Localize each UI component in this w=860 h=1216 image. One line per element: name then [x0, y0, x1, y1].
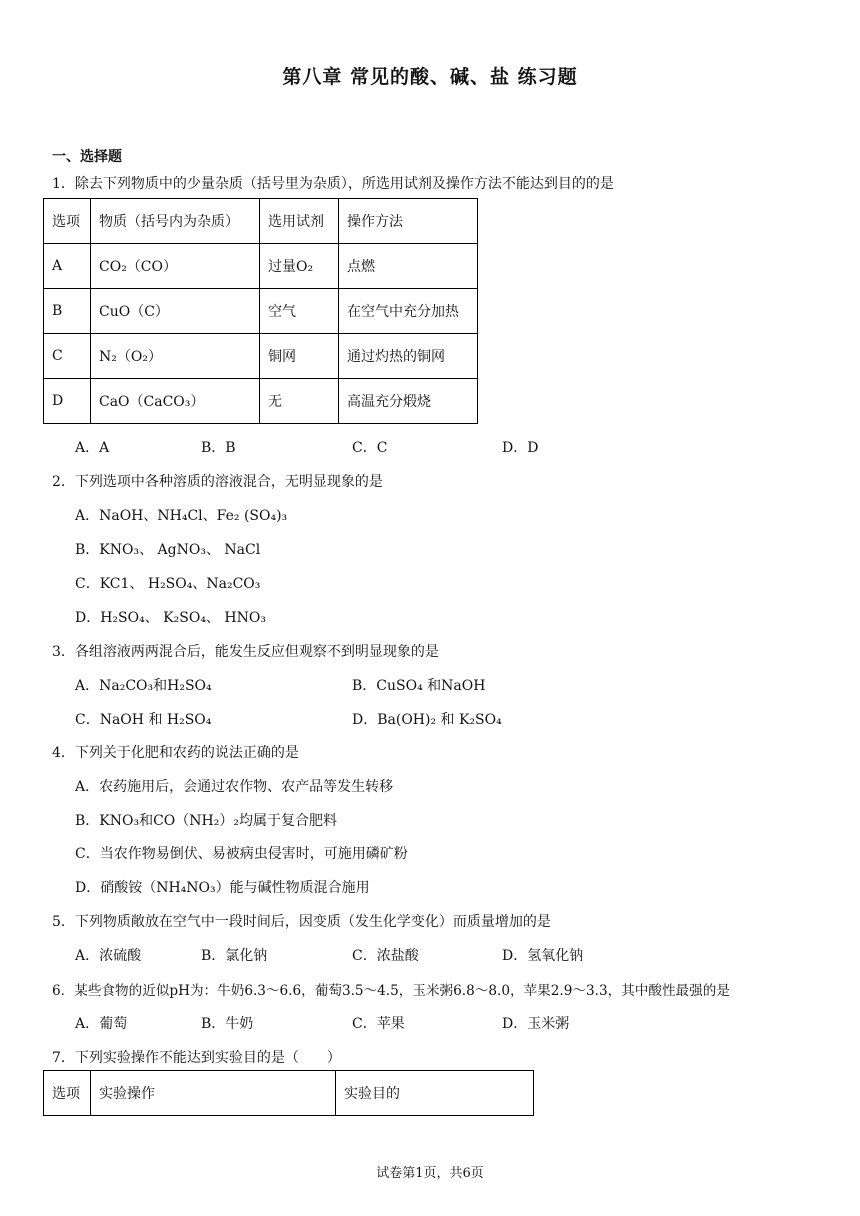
question-5-option-b: B．氯化钠 [201, 948, 268, 964]
question-1-option-b: B．B [201, 440, 236, 456]
question-1-option-c: C．C [352, 440, 388, 456]
question-5-option-c: C．浓盐酸 [352, 948, 419, 964]
page-title: 第八章 常见的酸、碱、盐 练习题 [282, 66, 578, 88]
table-cell: D [44, 379, 91, 424]
question-4-option-d: D．硝酸铵（NH₄NO₃）能与碱性物质混合施用 [75, 880, 370, 896]
question-1-option-d: D．D [502, 440, 539, 456]
question-6-stem: 6．某些食物的近似pH为：牛奶6.3～6.6，葡萄3.5～4.5，玉米粥6.8～8.0，苹果2.9～3.3，其中酸性最强的是 [52, 983, 730, 999]
question-5-option-a: A．浓硫酸 [75, 948, 142, 964]
table-cell: 选项 [44, 199, 91, 244]
question-5-option-d: D．氢氧化钠 [502, 948, 584, 964]
question-3-option-a: A．Na₂CO₃和H₂SO₄ [75, 678, 212, 694]
question-7-stem: 7．下列实验操作不能达到实验目的是（ ） [52, 1050, 341, 1066]
table-cell: 通过灼热的铜网 [339, 334, 478, 379]
section-heading: 一、选择题 [52, 149, 122, 165]
question-1-option-a: A．A [75, 440, 110, 456]
table-cell: CaO（CaCO₃） [91, 379, 260, 424]
table-cell: 实验目的 [336, 1071, 534, 1116]
question-3-stem: 3．各组溶液两两混合后，能发生反应但观察不到明显现象的是 [52, 644, 439, 660]
question-4-option-a: A．农药施用后，会通过农作物、农产品等发生转移 [75, 779, 394, 795]
question-6-option-a: A．葡萄 [75, 1016, 128, 1032]
question-1-stem: 1．除去下列物质中的少量杂质（括号里为杂质），所选用试剂及操作方法不能达到目的的是 [52, 176, 614, 192]
table-cell: 空气 [260, 289, 339, 334]
question-2-option-a: A．NaOH、NH₄Cl、Fe₂ (SO₄)₃ [75, 508, 288, 524]
question-3-option-c: C．NaOH 和 H₂SO₄ [75, 712, 212, 728]
table-cell: 铜网 [260, 334, 339, 379]
question-2-option-d: D．H₂SO₄、 K₂SO₄、 HNO₃ [75, 610, 266, 626]
table-cell: 无 [260, 379, 339, 424]
question-7-table [43, 1070, 534, 1116]
question-3-option-d: D．Ba(OH)₂ 和 K₂SO₄ [352, 712, 502, 728]
table-cell: 点燃 [339, 244, 478, 289]
table-cell: 操作方法 [339, 199, 478, 244]
question-4-option-b: B．KNO₃和CO（NH₂）₂均属于复合肥料 [75, 813, 337, 829]
table-cell: 高温充分煅烧 [339, 379, 478, 424]
table-cell: CuO（C） [91, 289, 260, 334]
table-cell: 物质（括号内为杂质） [91, 199, 260, 244]
table-header-row [44, 199, 478, 244]
table-cell: 选项 [44, 1071, 91, 1116]
table-cell: B [44, 289, 91, 334]
table-cell: C [44, 334, 91, 379]
question-3-option-b: B．CuSO₄ 和NaOH [352, 678, 486, 694]
question-5-stem: 5．下列物质敞放在空气中一段时间后，因变质（发生化学变化）而质量增加的是 [52, 914, 551, 930]
table-cell: 选用试剂 [260, 199, 339, 244]
question-6-option-c: C．苹果 [352, 1016, 405, 1032]
question-4-stem: 4．下列关于化肥和农药的说法正确的是 [52, 745, 299, 761]
question-1-table [43, 198, 478, 424]
page-footer: 试卷第1页，共6页 [376, 1166, 484, 1181]
table-row [44, 379, 478, 424]
question-4-option-c: C．当农作物易倒伏、易被病虫侵害时，可施用磷矿粉 [75, 846, 408, 862]
table-row [44, 244, 478, 289]
question-2-option-c: C．KC1、 H₂SO₄、Na₂CO₃ [75, 576, 261, 592]
table-header-row [44, 1071, 534, 1116]
table-cell: CO₂（CO） [91, 244, 260, 289]
table-cell: 实验操作 [91, 1071, 336, 1116]
table-cell: 过量O₂ [260, 244, 339, 289]
table-cell: N₂（O₂） [91, 334, 260, 379]
question-2-stem: 2．下列选项中各种溶质的溶液混合，无明显现象的是 [52, 474, 383, 490]
question-6-option-b: B．牛奶 [201, 1016, 254, 1032]
table-row [44, 289, 478, 334]
table-row [44, 334, 478, 379]
table-cell: 在空气中充分加热 [339, 289, 478, 334]
question-2-option-b: B．KNO₃、 AgNO₃、 NaCl [75, 542, 261, 558]
table-cell: A [44, 244, 91, 289]
question-6-option-d: D．玉米粥 [502, 1016, 570, 1032]
